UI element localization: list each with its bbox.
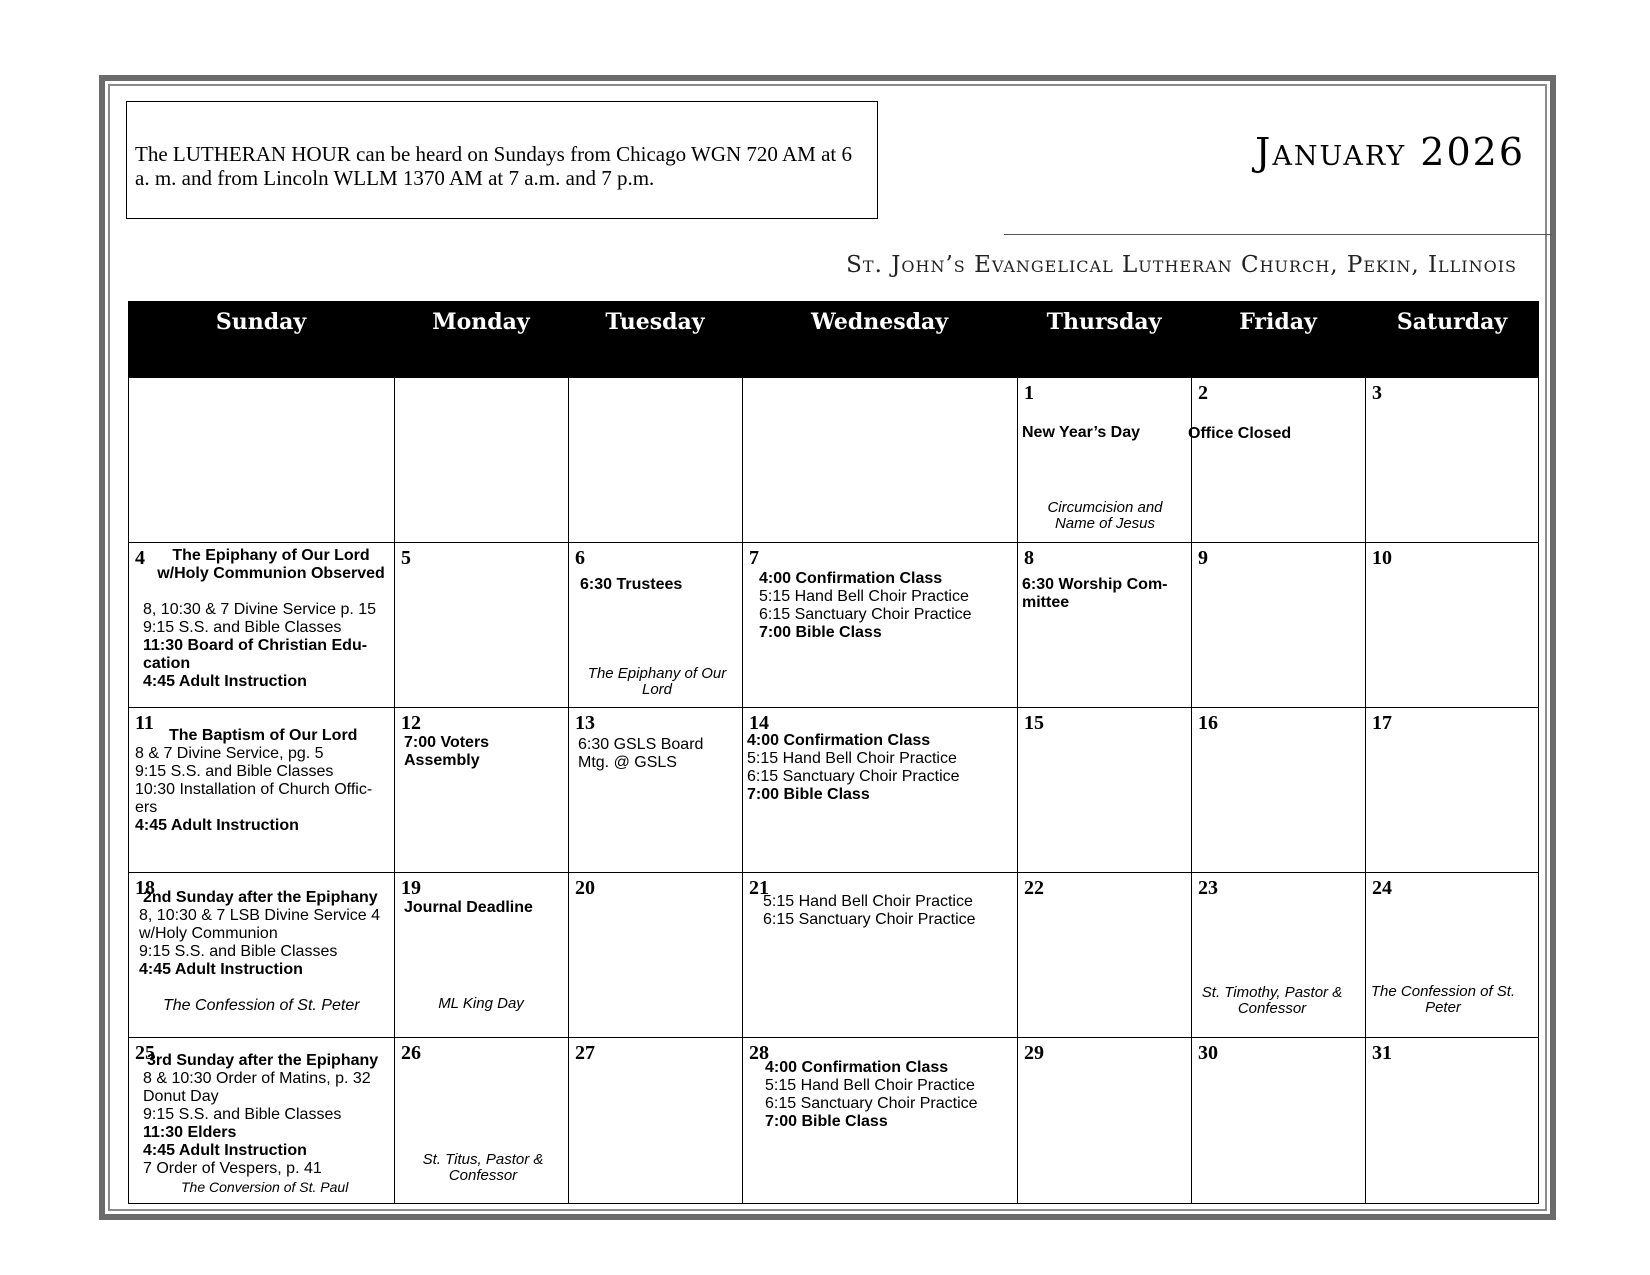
event-line: 9:15 S.S. and Bible Classes bbox=[135, 763, 334, 780]
event-line: 4:00 Confirmation Class bbox=[759, 570, 943, 587]
day-number: 3 bbox=[1372, 382, 1382, 404]
event-title: 3rd Sunday after the Epiphany bbox=[147, 1052, 379, 1069]
day-number: 31 bbox=[1372, 1042, 1392, 1064]
weekday-monday: Monday bbox=[432, 309, 530, 335]
event-line: 5:15 Hand Bell Choir Practice bbox=[765, 1077, 975, 1094]
event-line: 6:30 Worship Com- bbox=[1022, 576, 1168, 593]
event-line: 7 Order of Vespers, p. 41 bbox=[143, 1160, 322, 1177]
day-cell bbox=[742, 1038, 1017, 1203]
day-cell bbox=[568, 543, 742, 707]
day-number: 9 bbox=[1198, 547, 1208, 569]
day-cell bbox=[1017, 708, 1191, 872]
event-line: 6:15 Sanctuary Choir Practice bbox=[763, 911, 976, 928]
event-line: 8 & 7 Divine Service, pg. 5 bbox=[135, 745, 324, 762]
church-subtitle: St. John’s Evangelical Lutheran Church, Pekin, Illinois bbox=[846, 252, 1517, 278]
day-number: 4 bbox=[135, 547, 145, 569]
weekday-friday: Friday bbox=[1239, 309, 1317, 335]
day-number: 2 bbox=[1198, 382, 1208, 404]
day-number: 14 bbox=[749, 712, 769, 734]
day-cell bbox=[742, 873, 1017, 1037]
day-number: 16 bbox=[1198, 712, 1218, 734]
event-line: Journal Deadline bbox=[404, 899, 533, 916]
day-number: 24 bbox=[1372, 877, 1392, 899]
event-line: 6:30 GSLS Board bbox=[578, 736, 704, 753]
day-cell-empty bbox=[742, 378, 1017, 542]
event-line: mittee bbox=[1022, 594, 1070, 611]
day-number: 8 bbox=[1024, 547, 1034, 569]
day-cell bbox=[1191, 1038, 1365, 1203]
day-number: 29 bbox=[1024, 1042, 1044, 1064]
event-line: 6:15 Sanctuary Choir Practice bbox=[759, 606, 972, 623]
event-line: Assembly bbox=[404, 752, 480, 769]
day-cell bbox=[1191, 543, 1365, 707]
event-line: 9:15 S.S. and Bible Classes bbox=[143, 1106, 342, 1123]
event-line: 4:00 Confirmation Class bbox=[747, 732, 931, 749]
event-line: 8, 10:30 & 7 Divine Service p. 15 bbox=[143, 601, 377, 618]
event-line: 4:45 Adult Instruction bbox=[143, 673, 307, 690]
day-number: 6 bbox=[575, 547, 585, 569]
lutheran-hour-notice: The LUTHERAN HOUR can be heard on Sundays from Chicago WGN 720 AM at 6 a. m. and from Lincoln WLLM 1370 AM at 7 a.m. and 7 p.m. bbox=[126, 101, 878, 219]
day-cell bbox=[568, 708, 742, 872]
day-cell bbox=[1017, 543, 1191, 707]
weekday-tuesday: Tuesday bbox=[605, 309, 705, 335]
event-line: 4:45 Adult Instruction bbox=[143, 1142, 307, 1159]
calendar-week bbox=[128, 543, 1539, 708]
day-cell bbox=[1191, 708, 1365, 872]
weekday-header bbox=[128, 301, 1539, 378]
day-cell bbox=[1191, 873, 1365, 1037]
day-number: 28 bbox=[749, 1042, 769, 1064]
feast-day: Circumcision and Name of Jesus bbox=[1047, 499, 1163, 532]
day-number: 1 bbox=[1024, 382, 1034, 404]
observance: ML King Day bbox=[438, 995, 524, 1012]
day-number: 12 bbox=[401, 712, 421, 734]
day-number: 19 bbox=[401, 877, 421, 899]
event-line: ers bbox=[135, 799, 158, 816]
event-line: 9:15 S.S. and Bible Classes bbox=[143, 619, 342, 636]
day-cell bbox=[394, 543, 568, 707]
weekday-saturday: Saturday bbox=[1396, 309, 1508, 335]
day-cell bbox=[1365, 543, 1539, 707]
day-number: 27 bbox=[575, 1042, 595, 1064]
day-cell bbox=[128, 1038, 394, 1203]
event-line: 8 & 10:30 Order of Matins, p. 32 bbox=[143, 1070, 371, 1087]
event-line: 10:30 Installation of Church Offic- bbox=[135, 781, 373, 798]
event-line: 7:00 Voters bbox=[404, 734, 490, 751]
calendar-week bbox=[128, 873, 1539, 1038]
event-line: 11:30 Elders bbox=[143, 1124, 237, 1141]
event-line: w/Holy Communion bbox=[139, 925, 278, 942]
event-title: The Baptism of Our Lord bbox=[169, 727, 358, 744]
day-cell bbox=[1365, 708, 1539, 872]
day-cell bbox=[128, 708, 394, 872]
event-line: 6:15 Sanctuary Choir Practice bbox=[747, 768, 960, 785]
calendar-week bbox=[128, 1038, 1539, 1204]
event-line: Donut Day bbox=[143, 1088, 219, 1105]
day-number: 11 bbox=[135, 712, 154, 734]
calendar-week bbox=[128, 378, 1539, 543]
event-line: 9:15 S.S. and Bible Classes bbox=[139, 943, 338, 960]
day-number: 10 bbox=[1372, 547, 1392, 569]
day-number: 25 bbox=[135, 1042, 155, 1064]
day-number: 21 bbox=[749, 877, 769, 899]
day-cell bbox=[568, 873, 742, 1037]
day-cell bbox=[1365, 873, 1539, 1037]
event-title: 2nd Sunday after the Epiphany bbox=[143, 889, 378, 906]
day-number: 17 bbox=[1372, 712, 1392, 734]
day-cell bbox=[128, 543, 394, 707]
day-cell bbox=[568, 1038, 742, 1203]
day-number: 5 bbox=[401, 547, 411, 569]
day-cell bbox=[742, 543, 1017, 707]
weekday-sunday: Sunday bbox=[215, 309, 307, 335]
weekday-wednesday: Wednesday bbox=[810, 309, 949, 335]
event-line: 6:30 Trustees bbox=[580, 576, 683, 593]
event-line: Mtg. @ GSLS bbox=[578, 754, 677, 771]
event-office-closed: Office Closed bbox=[1188, 425, 1292, 442]
event-line: 5:15 Hand Bell Choir Practice bbox=[763, 893, 973, 910]
day-cell bbox=[394, 873, 568, 1037]
day-cell-empty bbox=[128, 378, 394, 542]
feast-day: The Confession of St. Peter bbox=[163, 997, 360, 1014]
feast-day: The Conversion of St. Paul bbox=[181, 1179, 349, 1195]
day-number: 20 bbox=[575, 877, 595, 899]
day-cell bbox=[128, 873, 394, 1037]
calendar-grid bbox=[128, 301, 1539, 1204]
event-line: 11:30 Board of Christian Edu- bbox=[143, 637, 368, 654]
event-holiday: New Year’s Day bbox=[1022, 424, 1141, 441]
feast-day: The Epiphany of Our Lord bbox=[587, 665, 727, 698]
day-number: 15 bbox=[1024, 712, 1044, 734]
event-line: 8, 10:30 & 7 LSB Divine Service 4 bbox=[139, 907, 381, 924]
title-rule bbox=[1004, 234, 1552, 235]
event-line: 5:15 Hand Bell Choir Practice bbox=[759, 588, 969, 605]
day-cell-empty bbox=[568, 378, 742, 542]
event-line: 7:00 Bible Class bbox=[759, 624, 882, 641]
day-cell bbox=[1017, 1038, 1191, 1203]
day-cell bbox=[1017, 378, 1191, 542]
day-number: 26 bbox=[401, 1042, 421, 1064]
feast-day: The Confession of St. Peter bbox=[1370, 983, 1516, 1016]
event-title: The Epiphany of Our Lord w/Holy Communion Observed bbox=[157, 547, 385, 582]
day-number: 18 bbox=[135, 877, 155, 899]
day-cell bbox=[1188, 378, 1365, 542]
calendar-week bbox=[128, 708, 1539, 873]
event-line: 4:00 Confirmation Class bbox=[765, 1059, 949, 1076]
day-cell-empty bbox=[394, 378, 568, 542]
weekday-thursday: Thursday bbox=[1046, 309, 1162, 335]
day-cell bbox=[1017, 873, 1191, 1037]
event-line: 7:00 Bible Class bbox=[747, 786, 870, 803]
event-line: 6:15 Sanctuary Choir Practice bbox=[765, 1095, 978, 1112]
day-number: 22 bbox=[1024, 877, 1044, 899]
day-cell bbox=[1365, 378, 1539, 542]
event-line: 4:45 Adult Instruction bbox=[139, 961, 303, 978]
feast-day: St. Timothy, Pastor & Confessor bbox=[1201, 984, 1343, 1017]
event-line: 4:45 Adult Instruction bbox=[135, 817, 299, 834]
feast-day: St. Titus, Pastor & Confessor bbox=[422, 1151, 544, 1184]
event-line: 7:00 Bible Class bbox=[765, 1113, 888, 1130]
day-number: 23 bbox=[1198, 877, 1218, 899]
day-cell bbox=[394, 708, 568, 872]
day-cell bbox=[1365, 1038, 1539, 1203]
event-line: 5:15 Hand Bell Choir Practice bbox=[747, 750, 957, 767]
day-number: 7 bbox=[749, 547, 759, 569]
page-title: January 2026 bbox=[1255, 130, 1525, 174]
day-number: 13 bbox=[575, 712, 595, 734]
event-line: cation bbox=[143, 655, 191, 672]
day-cell bbox=[742, 708, 1017, 872]
day-cell bbox=[394, 1038, 568, 1203]
day-number: 30 bbox=[1198, 1042, 1218, 1064]
